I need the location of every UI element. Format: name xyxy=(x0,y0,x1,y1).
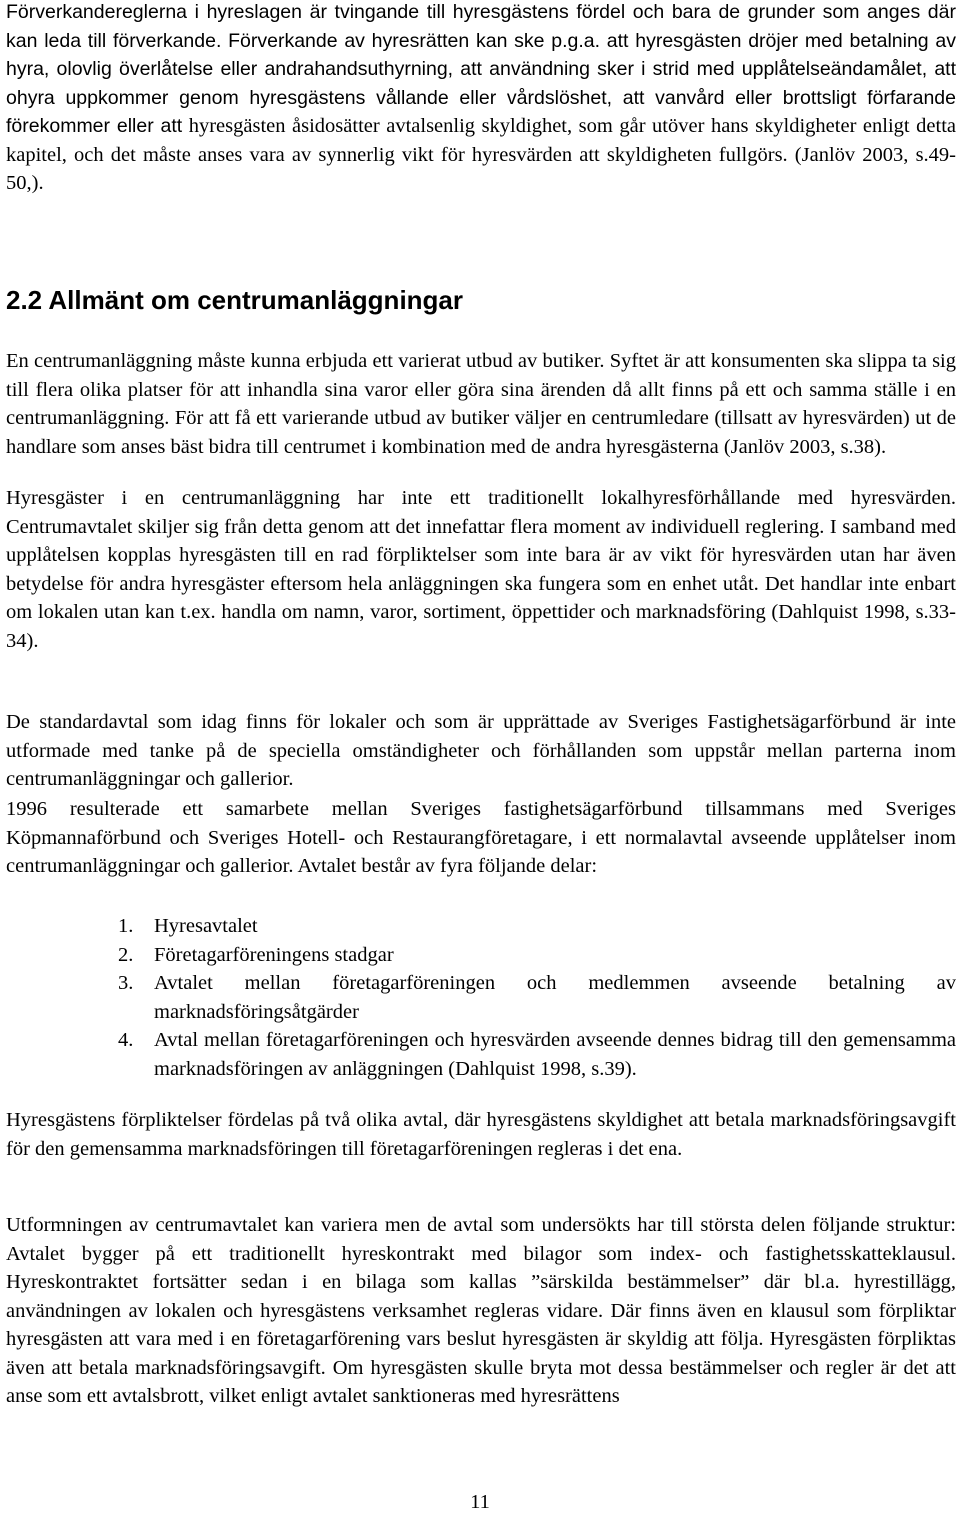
list-item xyxy=(6,912,956,941)
section-heading: 2.2 Allmänt om centrumanläggningar xyxy=(6,285,464,315)
paragraph-utformningen: Utformningen av centrumavtalet kan variera men de avtal som undersökts har till största delen följande struktur: Avtalet bygger på ett traditionellt hyreskontrakt med bilagor som index- och fastighetsskatteklausul. Hyreskontraktet fortsätter sedan i en bilaga som kallas ”särskilda bestämmelser” där bl.a. hyrestillägg, användningen av lokalen och hyresgästens verksamhet regleras vidare. Där finns även en klausul som förpliktar hyresgästen att vara med i en företagarförening vars beslut hyresgästen är skyldig att följa. Hyresgästen förpliktas även att betala marknadsföringsavgift. Om hyresgästen skulle bryta mot dessa bestämmelser och regler är det att anse som ett avtalsbrott, vilket enligt avtalet sanktioneras med hyresrättens xyxy=(6,1214,956,1407)
paragraph-standardavtal: De standardavtal som idag finns för lokaler och som är upprättade av Sveriges Fastighetsägarförbund är inte utformade med tanke på de speciella omständigheter och förhållanden som uppstår mellan parterna inom centrumanläggningar och gallerior. xyxy=(6,711,956,790)
paragraph-forverkande-sans-part: Förverkandereglerna i hyreslagen är tvingande till hyresgästens fördel och bara de grunder som anges där kan leda till förverkande. Förverkande av hyresrätten kan ske p.g.a. att hyresgästen dröjer med betalning av hyra, olovlig överlåtelse eller andrahandsuthyrning, att användning sker i strid med upplåtelseändamålet, att ohyra uppkommer genom hyresgästens vållande eller vårdslöshet, att vanvård eller brottsligt förfarande förekommer eller att xyxy=(6,1,956,137)
list-item-number: 1. xyxy=(118,915,134,937)
paragraph-forverkande xyxy=(6,0,956,198)
paragraph-forpliktelser: Hyresgästens förpliktelser fördelas på två olika avtal, där hyresgästens skyldighet att betala marknadsföringsavgift för den gemensamma marknadsföringen till företagarföreningen regleras i det ena. xyxy=(6,1109,956,1160)
list-item xyxy=(6,969,956,1026)
paragraph-normalavtal: 1996 resulterade ett samarbete mellan Sveriges fastighetsägarförbund tillsammans med Sveriges Köpmannaförbund och Sveriges Hotell- och Restaurangföretagare, i ett normalavtal avseende upplåtelser inom centrumanläggningar och gallerior. Avtalet består av fyra följande delar: xyxy=(6,798,956,877)
list-item-number: 3. xyxy=(118,972,134,994)
list-item-text: Företagarföreningens stadgar xyxy=(154,943,394,966)
paragraph-hyresgaster: Hyresgäster i en centrumanläggning har inte ett traditionellt lokalhyresförhållande med hyresvärden. Centrumavtalet skiljer sig från detta genom att det innefattar flera moment av individuell reglering. I samband med upplåtelsen kopplas hyresgästen till en rad förpliktelser som inte bara är av vikt för hyresvärden utan har även betydelse för andra hyresgäster eftersom hela anläggningen ska fungera som en enhet utåt. Det handlar inte enbart om lokalen utan kan t.ex. handla om namn, varor, sortiment, öppettider och marknadsföring (Dahlquist 1998, s.33-34). xyxy=(6,487,956,652)
list-item-number: 4. xyxy=(118,1029,134,1051)
paragraph-centrumanlaggning: En centrumanläggning måste kunna erbjuda ett varierat utbud av butiker. Syftet är att konsumenten ska slippa ta sig till flera olika platser för att inhandla sina varor eller göra sina ärenden då allt finns på ett och samma ställe i en centrumanläggning. För att få ett varierande utbud av butiker väljer en centrumledare (tillsatt av hyresvärden) ut de handlare som anses bäst bidra till centrumet i kombination med de andra hyresgästerna (Janlöv 2003, s.38). xyxy=(6,350,956,458)
list-item-text: Avtal mellan företagarföreningen och hyresvärden avseende dennes bidrag till den gemensamma marknadsföringen av anläggningen (Dahlquist 1998, s.39). xyxy=(154,1029,956,1080)
list-item xyxy=(6,941,956,970)
agreement-parts-list xyxy=(6,912,956,1083)
list-item-number: 2. xyxy=(118,943,134,966)
list-item xyxy=(6,1026,956,1083)
list-item-text: Hyresavtalet xyxy=(154,915,258,937)
paragraph-forverkande-serif-part: hyresgästen åsidosätter avtalsenlig skyldighet, som går utöver hans skyldigheter enligt detta kapitel, och det måste anses vara av synnerlig vikt för hyresvärden att skyldigheten fullgörs. (Janlöv 2003, s.49-50,). xyxy=(6,115,956,194)
list-item-text: Avtalet mellan företagarföreningen och medlemmen avseende betalning av marknadsföringsåtgärder xyxy=(154,972,956,1023)
page-number: 11 xyxy=(470,1491,490,1513)
